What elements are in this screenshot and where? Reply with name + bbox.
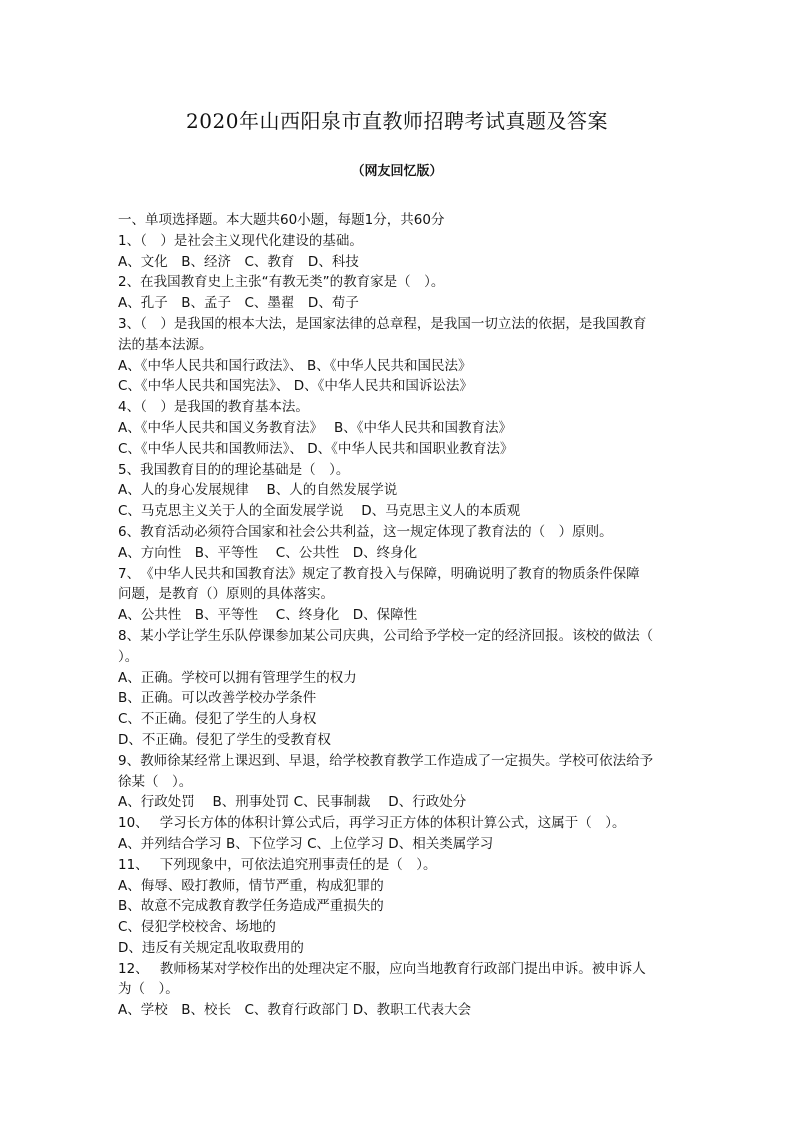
text-line: A、正确。学校可以拥有管理学生的权力 <box>118 669 357 686</box>
text-line: 9、教师徐某经常上课迟到、早退，给学校教育教学工作造成了一定损失。学校可依法给予 <box>118 752 654 769</box>
text-line: 8、某小学让学生乐队停课参加某公司庆典，公司给予学校一定的经济回报。该校的做法（ <box>118 627 654 644</box>
text-line: 4、（ ）是我国的教育基本法。 <box>118 399 309 416</box>
text-line: 11、 下列现象中，可依法追究刑事责任的是（ ）。 <box>118 856 437 873</box>
text-line: C、不正确。侵犯了学生的人身权 <box>118 711 317 728</box>
text-line: 12、 教师杨某对学校作出的处理决定不服，应向当地教育行政部门提出申诉。被申诉人 <box>118 960 646 977</box>
text-line: A、方向性 B、平等性 C、公共性 D、终身化 <box>118 544 418 561</box>
text-line: D、不正确。侵犯了学生的受教育权 <box>118 731 331 748</box>
text-line: 法的基本法源。 <box>118 336 213 353</box>
text-line: 为（ ）。 <box>118 981 179 998</box>
text-line: 2、在我国教育史上主张“有教无类”的教育家是（ ）。 <box>118 274 445 291</box>
text-line: C、马克思主义关于人的全面发展学说 D、马克思主义人的本质观 <box>118 503 521 520</box>
page-subtitle: （网友回忆版） <box>351 164 443 179</box>
text-line: 问题，是教育（）原则的具体落实。 <box>118 586 334 603</box>
text-line: C、《中华人民共和国宪法》、 D、《中华人民共和国诉讼法》 <box>118 378 473 395</box>
text-line: A、行政处罚 B、刑事处罚 C、民事制裁 D、行政处分 <box>118 794 467 811</box>
text-line: 一、单项选择题。本大题共60小题，每题1分，共60分 <box>118 212 445 228</box>
text-line: A、人的身心发展规律 B、人的自然发展学说 <box>118 482 398 499</box>
text-line: D、违反有关规定乱收取费用的 <box>118 939 304 956</box>
text-line: 3、（ ）是我国的根本大法，是国家法律的总章程，是我国一切立法的依据，是我国教育 <box>118 315 647 332</box>
text-line: 10、 学习长方体的体积计算公式后，再学习正方体的体积计算公式，这属于（ ）。 <box>118 815 626 832</box>
text-line: A、孔子 B、孟子 C、墨翟 D、荀子 <box>118 295 359 312</box>
text-line: B、故意不完成教育教学任务造成严重损失的 <box>118 898 384 915</box>
text-line: 7、 《中华人民共和国教育法》规定了教育投入与保障，明确说明了教育的物质条件保障 <box>118 565 640 582</box>
text-line: 5、我国教育目的的理论基础是（ ）。 <box>118 461 350 478</box>
text-line: 1、（ ）是社会主义现代化建设的基础。 <box>118 232 363 249</box>
text-line: A、侮辱、殴打教师，情节严重，构成犯罪的 <box>118 877 384 894</box>
text-line: A、并列结合学习 B、下位学习 C、上位学习 D、相关类属学习 <box>118 835 494 852</box>
text-line: A、《中华人民共和国义务教育法》 B、《中华人民共和国教育法》 <box>118 419 513 436</box>
text-line: C、《中华人民共和国教师法》、 D、《中华人民共和国职业教育法》 <box>118 440 514 457</box>
page-title: 2020年山西阳泉市直教师招聘考试真题及答案 <box>186 109 608 133</box>
text-line: A、文化 B、经济 C、教育 D、科技 <box>118 253 359 270</box>
document-body <box>118 210 678 1021</box>
text-line: A、学校 B、校长 C、教育行政部门 D、教职工代表大会 <box>118 1002 472 1019</box>
text-line: 徐某（ ）。 <box>118 773 193 790</box>
text-line: 6、教育活动必须符合国家和社会公共利益，这一规定体现了教育法的（ ）原则。 <box>118 523 613 540</box>
text-line: C、侵犯学校校舍、场地的 <box>118 919 276 936</box>
text-line: B、正确。可以改善学校办学条件 <box>118 690 317 707</box>
text-line: A、《中华人民共和国行政法》、 B、《中华人民共和国民法》 <box>118 357 472 374</box>
text-line: A、公共性 B、平等性 C、终身化 D、保障性 <box>118 607 418 624</box>
text-line: ）。 <box>118 648 139 665</box>
